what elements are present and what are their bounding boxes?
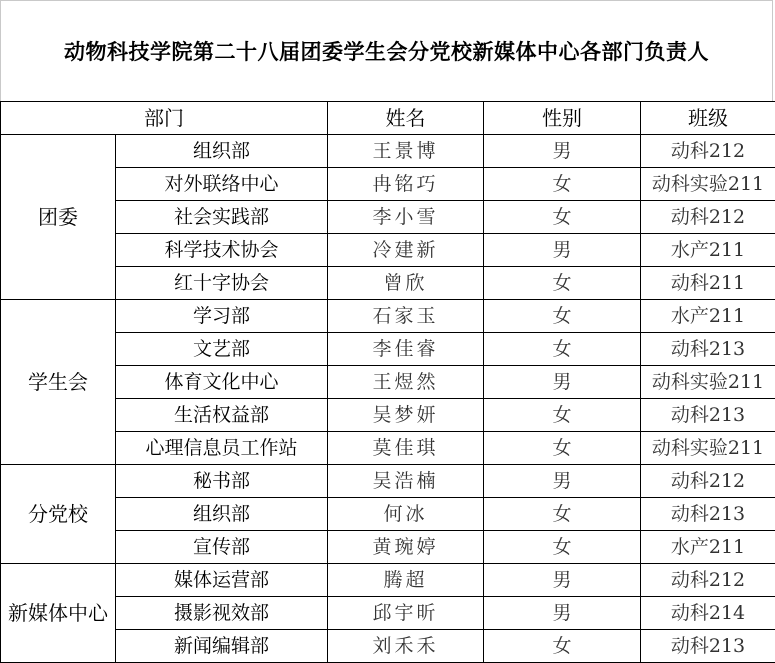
gender-cell: 女 xyxy=(484,531,641,564)
table-row xyxy=(1,498,775,531)
name-cell: 李小雪 xyxy=(328,201,484,234)
table-row xyxy=(1,135,775,168)
table-row xyxy=(1,465,775,498)
sub-dept-cell: 对外联络中心 xyxy=(116,168,328,201)
gender-cell: 女 xyxy=(484,168,641,201)
class-cell: 动科实验211 xyxy=(641,366,775,399)
class-cell: 水产211 xyxy=(641,300,775,333)
header-gender: 性别 xyxy=(484,102,641,135)
sub-dept-cell: 社会实践部 xyxy=(116,201,328,234)
sub-dept-cell: 新闻编辑部 xyxy=(116,630,328,663)
sub-dept-cell: 摄影视效部 xyxy=(116,597,328,630)
sub-dept-cell: 媒体运营部 xyxy=(116,564,328,597)
name-cell: 腾超 xyxy=(328,564,484,597)
class-cell: 水产211 xyxy=(641,234,775,267)
gender-cell: 女 xyxy=(484,630,641,663)
class-cell: 动科213 xyxy=(641,333,775,366)
table-row xyxy=(1,531,775,564)
sub-dept-cell: 生活权益部 xyxy=(116,399,328,432)
class-cell: 动科213 xyxy=(641,630,775,663)
name-cell: 冉铭巧 xyxy=(328,168,484,201)
header-dept: 部门 xyxy=(1,102,328,135)
gender-cell: 女 xyxy=(484,399,641,432)
table-body xyxy=(1,135,775,663)
table-row xyxy=(1,597,775,630)
name-cell: 王景博 xyxy=(328,135,484,168)
name-cell: 石家玉 xyxy=(328,300,484,333)
gender-cell: 男 xyxy=(484,366,641,399)
sub-dept-cell: 红十字协会 xyxy=(116,267,328,300)
header-class: 班级 xyxy=(641,102,775,135)
table-row xyxy=(1,267,775,300)
sub-dept-cell: 心理信息员工作站 xyxy=(116,432,328,465)
table-row xyxy=(1,432,775,465)
table-row xyxy=(1,168,775,201)
gender-cell: 男 xyxy=(484,234,641,267)
group-name-cell: 分党校 xyxy=(1,465,116,564)
sub-dept-cell: 体育文化中心 xyxy=(116,366,328,399)
class-cell: 动科212 xyxy=(641,201,775,234)
sub-dept-cell: 宣传部 xyxy=(116,531,328,564)
name-cell: 何冰 xyxy=(328,498,484,531)
table-row xyxy=(1,300,775,333)
table-row xyxy=(1,366,775,399)
name-cell: 邱宇昕 xyxy=(328,597,484,630)
title-box xyxy=(0,0,773,101)
name-cell: 李佳睿 xyxy=(328,333,484,366)
name-cell: 黄琬婷 xyxy=(328,531,484,564)
gender-cell: 女 xyxy=(484,432,641,465)
page-title: 动物科技学院第二十八届团委学生会分党校新媒体中心各部门负责人 xyxy=(64,36,709,66)
group-name-cell: 团委 xyxy=(1,135,116,300)
gender-cell: 男 xyxy=(484,135,641,168)
sub-dept-cell: 文艺部 xyxy=(116,333,328,366)
group-name-cell: 新媒体中心 xyxy=(1,564,116,663)
table-row xyxy=(1,234,775,267)
class-cell: 动科实验211 xyxy=(641,168,775,201)
sub-dept-cell: 科学技术协会 xyxy=(116,234,328,267)
gender-cell: 女 xyxy=(484,267,641,300)
gender-cell: 女 xyxy=(484,201,641,234)
name-cell: 曾欣 xyxy=(328,267,484,300)
table-row xyxy=(1,201,775,234)
table-header-row xyxy=(1,102,775,135)
gender-cell: 女 xyxy=(484,333,641,366)
gender-cell: 男 xyxy=(484,597,641,630)
gender-cell: 女 xyxy=(484,300,641,333)
sub-dept-cell: 组织部 xyxy=(116,498,328,531)
class-cell: 动科实验211 xyxy=(641,432,775,465)
group-name-cell: 学生会 xyxy=(1,300,116,465)
gender-cell: 女 xyxy=(484,498,641,531)
name-cell: 王煜然 xyxy=(328,366,484,399)
class-cell: 动科212 xyxy=(641,564,775,597)
class-cell: 动科212 xyxy=(641,465,775,498)
class-cell: 动科213 xyxy=(641,498,775,531)
name-cell: 冷建新 xyxy=(328,234,484,267)
name-cell: 吴浩楠 xyxy=(328,465,484,498)
gender-cell: 男 xyxy=(484,564,641,597)
class-cell: 动科212 xyxy=(641,135,775,168)
sub-dept-cell: 秘书部 xyxy=(116,465,328,498)
table-row xyxy=(1,399,775,432)
class-cell: 动科213 xyxy=(641,399,775,432)
gender-cell: 男 xyxy=(484,465,641,498)
sub-dept-cell: 学习部 xyxy=(116,300,328,333)
table-row xyxy=(1,564,775,597)
class-cell: 水产211 xyxy=(641,531,775,564)
table-row xyxy=(1,630,775,663)
sub-dept-cell: 组织部 xyxy=(116,135,328,168)
name-cell: 莫佳琪 xyxy=(328,432,484,465)
header-name: 姓名 xyxy=(328,102,484,135)
table-row xyxy=(1,333,775,366)
name-cell: 吴梦妍 xyxy=(328,399,484,432)
class-cell: 动科214 xyxy=(641,597,775,630)
leaders-table xyxy=(0,101,775,663)
class-cell: 动科211 xyxy=(641,267,775,300)
name-cell: 刘禾禾 xyxy=(328,630,484,663)
